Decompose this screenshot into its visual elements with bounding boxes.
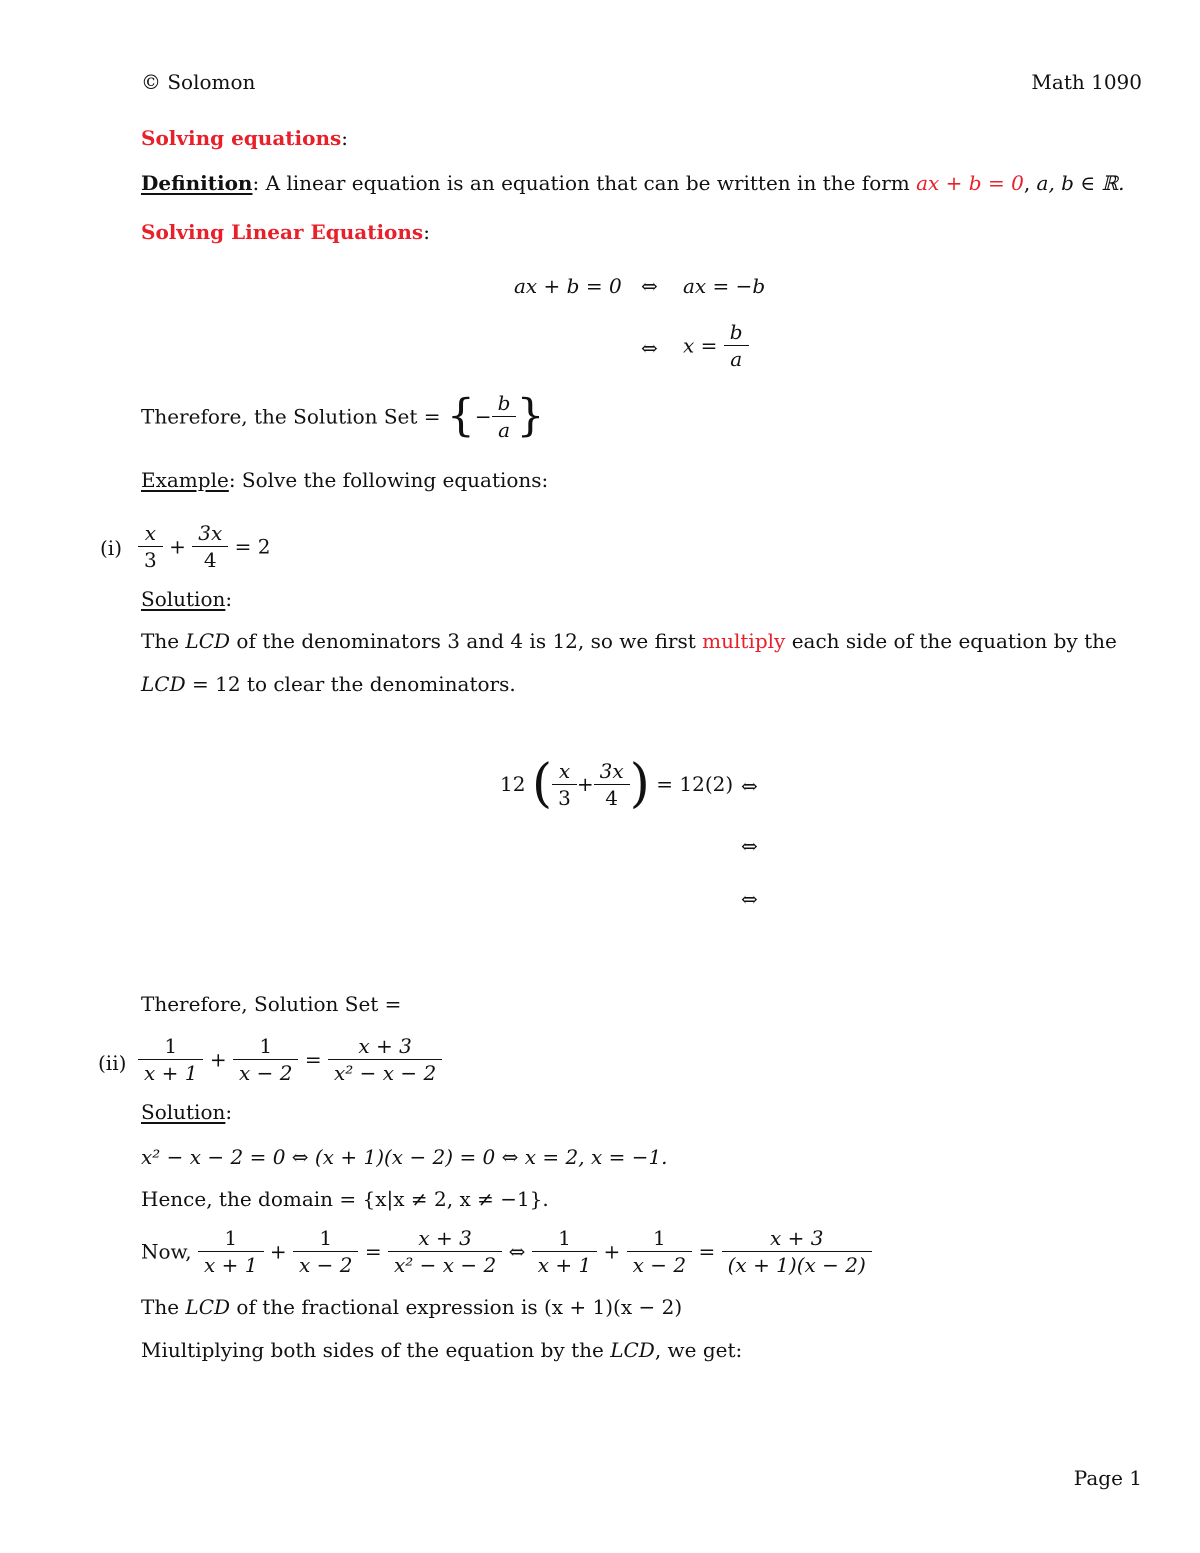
part-i-text-line2: LCD = 12 to clear the denominators. <box>141 672 516 696</box>
section-title-linear-equations: Solving Linear Equations: <box>141 220 430 244</box>
part-ii-label: (ii) <box>98 1051 127 1075</box>
definition-tail: a, b ∈ ℝ. <box>1036 171 1125 195</box>
part-i-solution-label: Solution: <box>141 587 233 611</box>
definition-line: Definition: A linear equation is an equation that can be written in the form ax + b = 0, a, b ∈ ℝ. <box>141 171 1125 195</box>
example-line: Example: Solve the following equations: <box>141 468 549 492</box>
part-i-equation: $\frac{x}{3}$ + $\frac{3x}{4}$ = 2 <box>138 523 270 570</box>
derivation-iff-1: ⇔ <box>641 274 658 298</box>
part-i-work: 12 ( $\frac{x}{3}$ + $\frac{3x}{4}$ ) = 12(2) <box>500 754 734 814</box>
part-ii-now-line: Now, $\frac{1}{x + 1}$ + $\frac{1}{x - 2}$ = $\frac{x + 3}{\text{x² − x − 2}}$ ⇔ $\frac{1}{x + 1}$ + $\frac{1}{x - 2}$ = $\frac{x + 3}{(x + 1)(x - 2)}$ <box>141 1228 872 1275</box>
header-author: © Solomon <box>141 70 256 94</box>
definition-label: Definition <box>141 171 253 195</box>
part-ii-factor-line: x² − x − 2 = 0 ⇔ (x + 1)(x − 2) = 0 ⇔ x = 2, x = −1. <box>141 1145 668 1169</box>
definition-form: ax + b = 0 <box>916 171 1024 195</box>
part-ii-solution-label: Solution: <box>141 1100 233 1124</box>
part-ii-multiply-line: Miultiplying both sides of the equation by the LCD, we get: <box>141 1338 743 1362</box>
derivation-line1-right: ax = −b <box>683 274 766 298</box>
part-ii-domain-line: Hence, the domain = {x|x ≠ 2, x ≠ −1}. <box>141 1187 549 1211</box>
section-title-solving-equations: Solving equations: <box>141 126 349 150</box>
page-number: Page 1 <box>1073 1466 1142 1490</box>
definition-text: A linear equation is an equation that can be written in the form <box>265 171 910 195</box>
derivation-iff-2: ⇔ <box>641 336 658 360</box>
part-i-iff-3: ⇔ <box>741 887 758 911</box>
part-ii-lcd-line: The LCD of the fractional expression is (x + 1)(x − 2) <box>141 1295 683 1319</box>
part-i-iff-2: ⇔ <box>741 834 758 858</box>
part-i-text-line1: The LCD of the denominators 3 and 4 is 12, so we first multiply each side of the equation by the <box>141 629 1117 653</box>
part-i-label: (i) <box>100 536 123 560</box>
solution-set-line: Therefore, the Solution Set = {− $\frac{b}{a}$ } <box>141 390 545 442</box>
part-ii-equation: $\frac{1}{x + 1}$ + $\frac{1}{x - 2}$ = $\frac{x + 3}{\text{x² − x − 2}}$ <box>138 1036 442 1083</box>
derivation-line2: x = $\frac{b}{a}$ <box>683 322 749 369</box>
header-course: Math 1090 <box>1031 70 1142 94</box>
part-i-solution-set: Therefore, Solution Set = <box>141 992 402 1016</box>
derivation-line1-left: ax + b = 0 <box>514 274 622 298</box>
part-i-iff-1: ⇔ <box>741 774 758 798</box>
